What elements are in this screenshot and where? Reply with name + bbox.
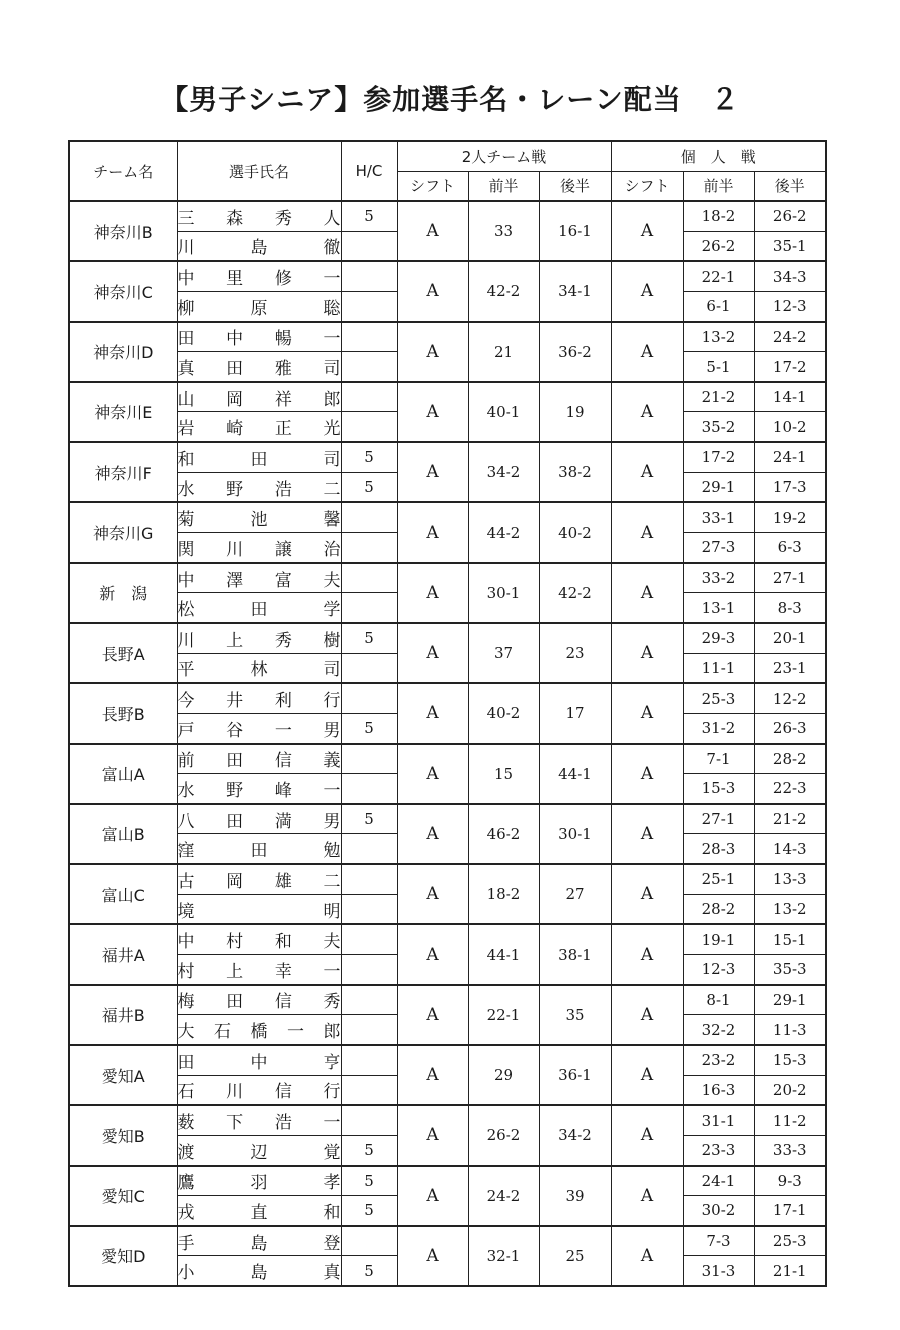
indiv-first-lane: 31-1 [683, 1105, 754, 1135]
table-row [69, 322, 826, 352]
player-name: 田中亨 [177, 1045, 341, 1075]
indiv-first-lane: 18-2 [683, 201, 754, 231]
indiv-first-lane: 22-1 [683, 261, 754, 291]
header-pair-first: 前半 [468, 171, 539, 201]
player-name: 関川譲治 [177, 533, 341, 563]
player-handicap: 5 [341, 472, 397, 502]
indiv-second-lane: 29-1 [754, 985, 826, 1015]
player-name: 大石橋一郎 [177, 1015, 341, 1045]
player-name: 八田満男 [177, 804, 341, 834]
indiv-second-lane: 23-1 [754, 653, 826, 683]
indiv-first-lane: 28-2 [683, 894, 754, 924]
team-name: 富山B [69, 804, 177, 864]
indiv-first-lane: 29-1 [683, 472, 754, 502]
player-handicap [341, 1045, 397, 1075]
pair-first-lane: 18-2 [468, 864, 539, 924]
pair-first-lane: 26-2 [468, 1105, 539, 1165]
player-handicap [341, 683, 397, 713]
player-handicap [341, 291, 397, 321]
pair-shift: A [397, 502, 468, 562]
indiv-shift: A [611, 261, 683, 321]
indiv-first-lane: 25-1 [683, 864, 754, 894]
indiv-second-lane: 11-3 [754, 1015, 826, 1045]
player-name: 松田学 [177, 593, 341, 623]
pair-shift: A [397, 322, 468, 382]
indiv-second-lane: 25-3 [754, 1226, 826, 1256]
header-hc: H/C [341, 141, 397, 201]
indiv-first-lane: 33-1 [683, 502, 754, 532]
indiv-second-lane: 26-2 [754, 201, 826, 231]
team-name: 神奈川F [69, 442, 177, 502]
table-row [69, 683, 826, 713]
player-handicap [341, 1105, 397, 1135]
pair-shift: A [397, 382, 468, 442]
table-row [69, 201, 826, 231]
indiv-first-lane: 26-2 [683, 231, 754, 261]
pair-first-lane: 34-2 [468, 442, 539, 502]
page-title: 【男子シニア】参加選手名・レーン配当 ２ [160, 83, 740, 116]
indiv-first-lane: 23-2 [683, 1045, 754, 1075]
pair-second-lane: 19 [539, 382, 611, 442]
player-name: 石川信行 [177, 1075, 341, 1105]
pair-second-lane: 35 [539, 985, 611, 1045]
team-name: 愛知C [69, 1166, 177, 1226]
player-handicap [341, 412, 397, 442]
indiv-first-lane: 6-1 [683, 291, 754, 321]
indiv-shift: A [611, 563, 683, 623]
player-handicap [341, 352, 397, 382]
pair-second-lane: 38-1 [539, 924, 611, 984]
indiv-shift: A [611, 201, 683, 261]
header-indiv-second: 後半 [754, 171, 826, 201]
team-name: 富山A [69, 744, 177, 804]
indiv-first-lane: 11-1 [683, 653, 754, 683]
table-row [69, 1166, 826, 1196]
player-handicap: 5 [341, 1166, 397, 1196]
player-handicap [341, 563, 397, 593]
player-handicap [341, 322, 397, 352]
pair-first-lane: 37 [468, 623, 539, 683]
indiv-shift: A [611, 1105, 683, 1165]
indiv-second-lane: 14-3 [754, 834, 826, 864]
pair-shift: A [397, 1166, 468, 1226]
indiv-shift: A [611, 382, 683, 442]
indiv-shift: A [611, 442, 683, 502]
indiv-shift: A [611, 322, 683, 382]
pair-shift: A [397, 924, 468, 984]
indiv-first-lane: 19-1 [683, 924, 754, 954]
pair-second-lane: 38-2 [539, 442, 611, 502]
table-row [69, 864, 826, 894]
player-handicap [341, 382, 397, 412]
player-name: 山岡祥郎 [177, 382, 341, 412]
indiv-second-lane: 17-2 [754, 352, 826, 382]
lane-assignment-table [68, 140, 827, 1287]
player-name: 薮下浩一 [177, 1105, 341, 1135]
indiv-second-lane: 35-1 [754, 231, 826, 261]
indiv-first-lane: 24-1 [683, 1166, 754, 1196]
indiv-second-lane: 21-1 [754, 1256, 826, 1286]
indiv-second-lane: 33-3 [754, 1135, 826, 1165]
table-row [69, 382, 826, 412]
player-handicap [341, 502, 397, 532]
player-handicap: 5 [341, 713, 397, 743]
pair-second-lane: 42-2 [539, 563, 611, 623]
player-name: 平林司 [177, 653, 341, 683]
player-handicap [341, 834, 397, 864]
player-handicap [341, 864, 397, 894]
pair-shift: A [397, 1045, 468, 1105]
player-name: 中澤富夫 [177, 563, 341, 593]
indiv-first-lane: 31-2 [683, 713, 754, 743]
team-name: 愛知B [69, 1105, 177, 1165]
pair-second-lane: 16-1 [539, 201, 611, 261]
table-body [69, 201, 826, 1286]
player-handicap: 5 [341, 623, 397, 653]
indiv-first-lane: 35-2 [683, 412, 754, 442]
pair-first-lane: 29 [468, 1045, 539, 1105]
indiv-first-lane: 17-2 [683, 442, 754, 472]
table-row [69, 1045, 826, 1075]
team-name: 新 潟 [69, 563, 177, 623]
indiv-second-lane: 8-3 [754, 593, 826, 623]
indiv-shift: A [611, 502, 683, 562]
indiv-shift: A [611, 683, 683, 743]
player-name: 田中暢一 [177, 322, 341, 352]
pair-second-lane: 34-2 [539, 1105, 611, 1165]
player-handicap: 5 [341, 1196, 397, 1226]
indiv-second-lane: 14-1 [754, 382, 826, 412]
indiv-first-lane: 12-3 [683, 955, 754, 985]
indiv-second-lane: 13-2 [754, 894, 826, 924]
pair-shift: A [397, 563, 468, 623]
table-row [69, 744, 826, 774]
player-name: 境明 [177, 894, 341, 924]
indiv-second-lane: 6-3 [754, 533, 826, 563]
header-pair-second: 後半 [539, 171, 611, 201]
indiv-second-lane: 12-2 [754, 683, 826, 713]
pair-second-lane: 40-2 [539, 502, 611, 562]
team-name: 神奈川G [69, 502, 177, 562]
indiv-second-lane: 15-1 [754, 924, 826, 954]
table-row [69, 442, 826, 472]
table-row [69, 1105, 826, 1135]
indiv-second-lane: 35-3 [754, 955, 826, 985]
player-name: 川上秀樹 [177, 623, 341, 653]
indiv-first-lane: 27-3 [683, 533, 754, 563]
table-row [69, 563, 826, 593]
table-row [69, 985, 826, 1015]
indiv-second-lane: 28-2 [754, 744, 826, 774]
indiv-shift: A [611, 985, 683, 1045]
pair-first-lane: 15 [468, 744, 539, 804]
indiv-second-lane: 24-1 [754, 442, 826, 472]
player-name: 三森秀人 [177, 201, 341, 231]
pair-second-lane: 17 [539, 683, 611, 743]
pair-second-lane: 30-1 [539, 804, 611, 864]
indiv-second-lane: 20-2 [754, 1075, 826, 1105]
indiv-first-lane: 5-1 [683, 352, 754, 382]
indiv-first-lane: 30-2 [683, 1196, 754, 1226]
player-handicap [341, 894, 397, 924]
pair-second-lane: 25 [539, 1226, 611, 1286]
indiv-second-lane: 19-2 [754, 502, 826, 532]
team-name: 長野B [69, 683, 177, 743]
indiv-second-lane: 22-3 [754, 774, 826, 804]
header-pair-match: 2人チーム戦 [397, 141, 611, 171]
indiv-shift: A [611, 623, 683, 683]
player-name: 前田信義 [177, 744, 341, 774]
player-name: 戸谷一男 [177, 713, 341, 743]
indiv-shift: A [611, 924, 683, 984]
pair-first-lane: 33 [468, 201, 539, 261]
pair-first-lane: 21 [468, 322, 539, 382]
indiv-second-lane: 24-2 [754, 322, 826, 352]
pair-second-lane: 34-1 [539, 261, 611, 321]
indiv-first-lane: 23-3 [683, 1135, 754, 1165]
player-name: 水野浩二 [177, 472, 341, 502]
player-name: 窪田勉 [177, 834, 341, 864]
pair-second-lane: 36-2 [539, 322, 611, 382]
indiv-shift: A [611, 864, 683, 924]
player-name: 真田雅司 [177, 352, 341, 382]
indiv-second-lane: 20-1 [754, 623, 826, 653]
indiv-second-lane: 17-1 [754, 1196, 826, 1226]
player-handicap: 5 [341, 201, 397, 231]
player-name: 今井利行 [177, 683, 341, 713]
indiv-first-lane: 21-2 [683, 382, 754, 412]
indiv-second-lane: 12-3 [754, 291, 826, 321]
indiv-first-lane: 28-3 [683, 834, 754, 864]
team-name: 福井B [69, 985, 177, 1045]
player-name: 中村和夫 [177, 924, 341, 954]
player-name: 和田司 [177, 442, 341, 472]
header-pair-shift: シフト [397, 171, 468, 201]
indiv-shift: A [611, 744, 683, 804]
pair-second-lane: 36-1 [539, 1045, 611, 1105]
pair-shift: A [397, 683, 468, 743]
header-indiv-first: 前半 [683, 171, 754, 201]
pair-second-lane: 44-1 [539, 744, 611, 804]
header-player: 選手氏名 [177, 141, 341, 201]
pair-first-lane: 44-1 [468, 924, 539, 984]
indiv-first-lane: 13-1 [683, 593, 754, 623]
team-name: 福井A [69, 924, 177, 984]
team-name: 神奈川C [69, 261, 177, 321]
player-name: 川島徹 [177, 231, 341, 261]
player-handicap: 5 [341, 804, 397, 834]
player-name: 古岡雄二 [177, 864, 341, 894]
pair-shift: A [397, 804, 468, 864]
table-row [69, 623, 826, 653]
indiv-first-lane: 29-3 [683, 623, 754, 653]
team-name: 富山C [69, 864, 177, 924]
player-handicap [341, 1226, 397, 1256]
indiv-second-lane: 9-3 [754, 1166, 826, 1196]
player-name: 岩崎正光 [177, 412, 341, 442]
player-name: 小島真 [177, 1256, 341, 1286]
pair-shift: A [397, 1105, 468, 1165]
indiv-second-lane: 26-3 [754, 713, 826, 743]
pair-first-lane: 40-1 [468, 382, 539, 442]
indiv-first-lane: 13-2 [683, 322, 754, 352]
player-name: 菊池馨 [177, 502, 341, 532]
indiv-second-lane: 13-3 [754, 864, 826, 894]
player-handicap [341, 1075, 397, 1105]
pair-first-lane: 40-2 [468, 683, 539, 743]
indiv-second-lane: 34-3 [754, 261, 826, 291]
player-handicap [341, 231, 397, 261]
player-name: 水野峰一 [177, 774, 341, 804]
player-handicap [341, 653, 397, 683]
team-name: 長野A [69, 623, 177, 683]
indiv-first-lane: 16-3 [683, 1075, 754, 1105]
pair-shift: A [397, 744, 468, 804]
pair-shift: A [397, 985, 468, 1045]
player-handicap [341, 533, 397, 563]
indiv-first-lane: 7-3 [683, 1226, 754, 1256]
pair-shift: A [397, 442, 468, 502]
indiv-first-lane: 7-1 [683, 744, 754, 774]
table-row [69, 804, 826, 834]
table-row [69, 1226, 826, 1256]
pair-first-lane: 42-2 [468, 261, 539, 321]
table-row [69, 924, 826, 954]
indiv-first-lane: 15-3 [683, 774, 754, 804]
player-name: 村上幸一 [177, 955, 341, 985]
pair-shift: A [397, 623, 468, 683]
indiv-second-lane: 10-2 [754, 412, 826, 442]
pair-second-lane: 23 [539, 623, 611, 683]
player-name: 中里修一 [177, 261, 341, 291]
pair-shift: A [397, 261, 468, 321]
player-name: 戎直和 [177, 1196, 341, 1226]
header-individual-match: 個 人 戦 [611, 141, 826, 171]
pair-first-lane: 44-2 [468, 502, 539, 562]
player-handicap [341, 985, 397, 1015]
pair-shift: A [397, 1226, 468, 1286]
indiv-shift: A [611, 1226, 683, 1286]
player-handicap: 5 [341, 1135, 397, 1165]
team-name: 愛知A [69, 1045, 177, 1105]
pair-first-lane: 24-2 [468, 1166, 539, 1226]
team-name: 神奈川E [69, 382, 177, 442]
player-handicap [341, 924, 397, 954]
player-handicap: 5 [341, 442, 397, 472]
player-handicap [341, 774, 397, 804]
team-name: 神奈川D [69, 322, 177, 382]
player-name: 柳原聡 [177, 291, 341, 321]
indiv-first-lane: 33-2 [683, 563, 754, 593]
indiv-first-lane: 8-1 [683, 985, 754, 1015]
pair-first-lane: 30-1 [468, 563, 539, 623]
pair-first-lane: 32-1 [468, 1226, 539, 1286]
indiv-second-lane: 27-1 [754, 563, 826, 593]
pair-first-lane: 22-1 [468, 985, 539, 1045]
player-handicap [341, 955, 397, 985]
table-row [69, 261, 826, 291]
player-handicap [341, 593, 397, 623]
player-handicap: 5 [341, 1256, 397, 1286]
indiv-first-lane: 25-3 [683, 683, 754, 713]
player-name: 手島登 [177, 1226, 341, 1256]
indiv-first-lane: 27-1 [683, 804, 754, 834]
header-team: チーム名 [69, 141, 177, 201]
header-indiv-shift: シフト [611, 171, 683, 201]
pair-shift: A [397, 201, 468, 261]
player-handicap [341, 261, 397, 291]
player-name: 渡辺覚 [177, 1135, 341, 1165]
indiv-shift: A [611, 1166, 683, 1226]
indiv-second-lane: 21-2 [754, 804, 826, 834]
player-name: 梅田信秀 [177, 985, 341, 1015]
indiv-first-lane: 31-3 [683, 1256, 754, 1286]
pair-first-lane: 46-2 [468, 804, 539, 864]
indiv-second-lane: 11-2 [754, 1105, 826, 1135]
indiv-second-lane: 17-3 [754, 472, 826, 502]
pair-second-lane: 39 [539, 1166, 611, 1226]
team-name: 愛知D [69, 1226, 177, 1286]
pair-second-lane: 27 [539, 864, 611, 924]
team-name: 神奈川B [69, 201, 177, 261]
player-handicap [341, 1015, 397, 1045]
indiv-second-lane: 15-3 [754, 1045, 826, 1075]
indiv-shift: A [611, 1045, 683, 1105]
indiv-shift: A [611, 804, 683, 864]
pair-shift: A [397, 864, 468, 924]
player-handicap [341, 744, 397, 774]
indiv-first-lane: 32-2 [683, 1015, 754, 1045]
player-name: 鷹羽孝 [177, 1166, 341, 1196]
table-row [69, 502, 826, 532]
